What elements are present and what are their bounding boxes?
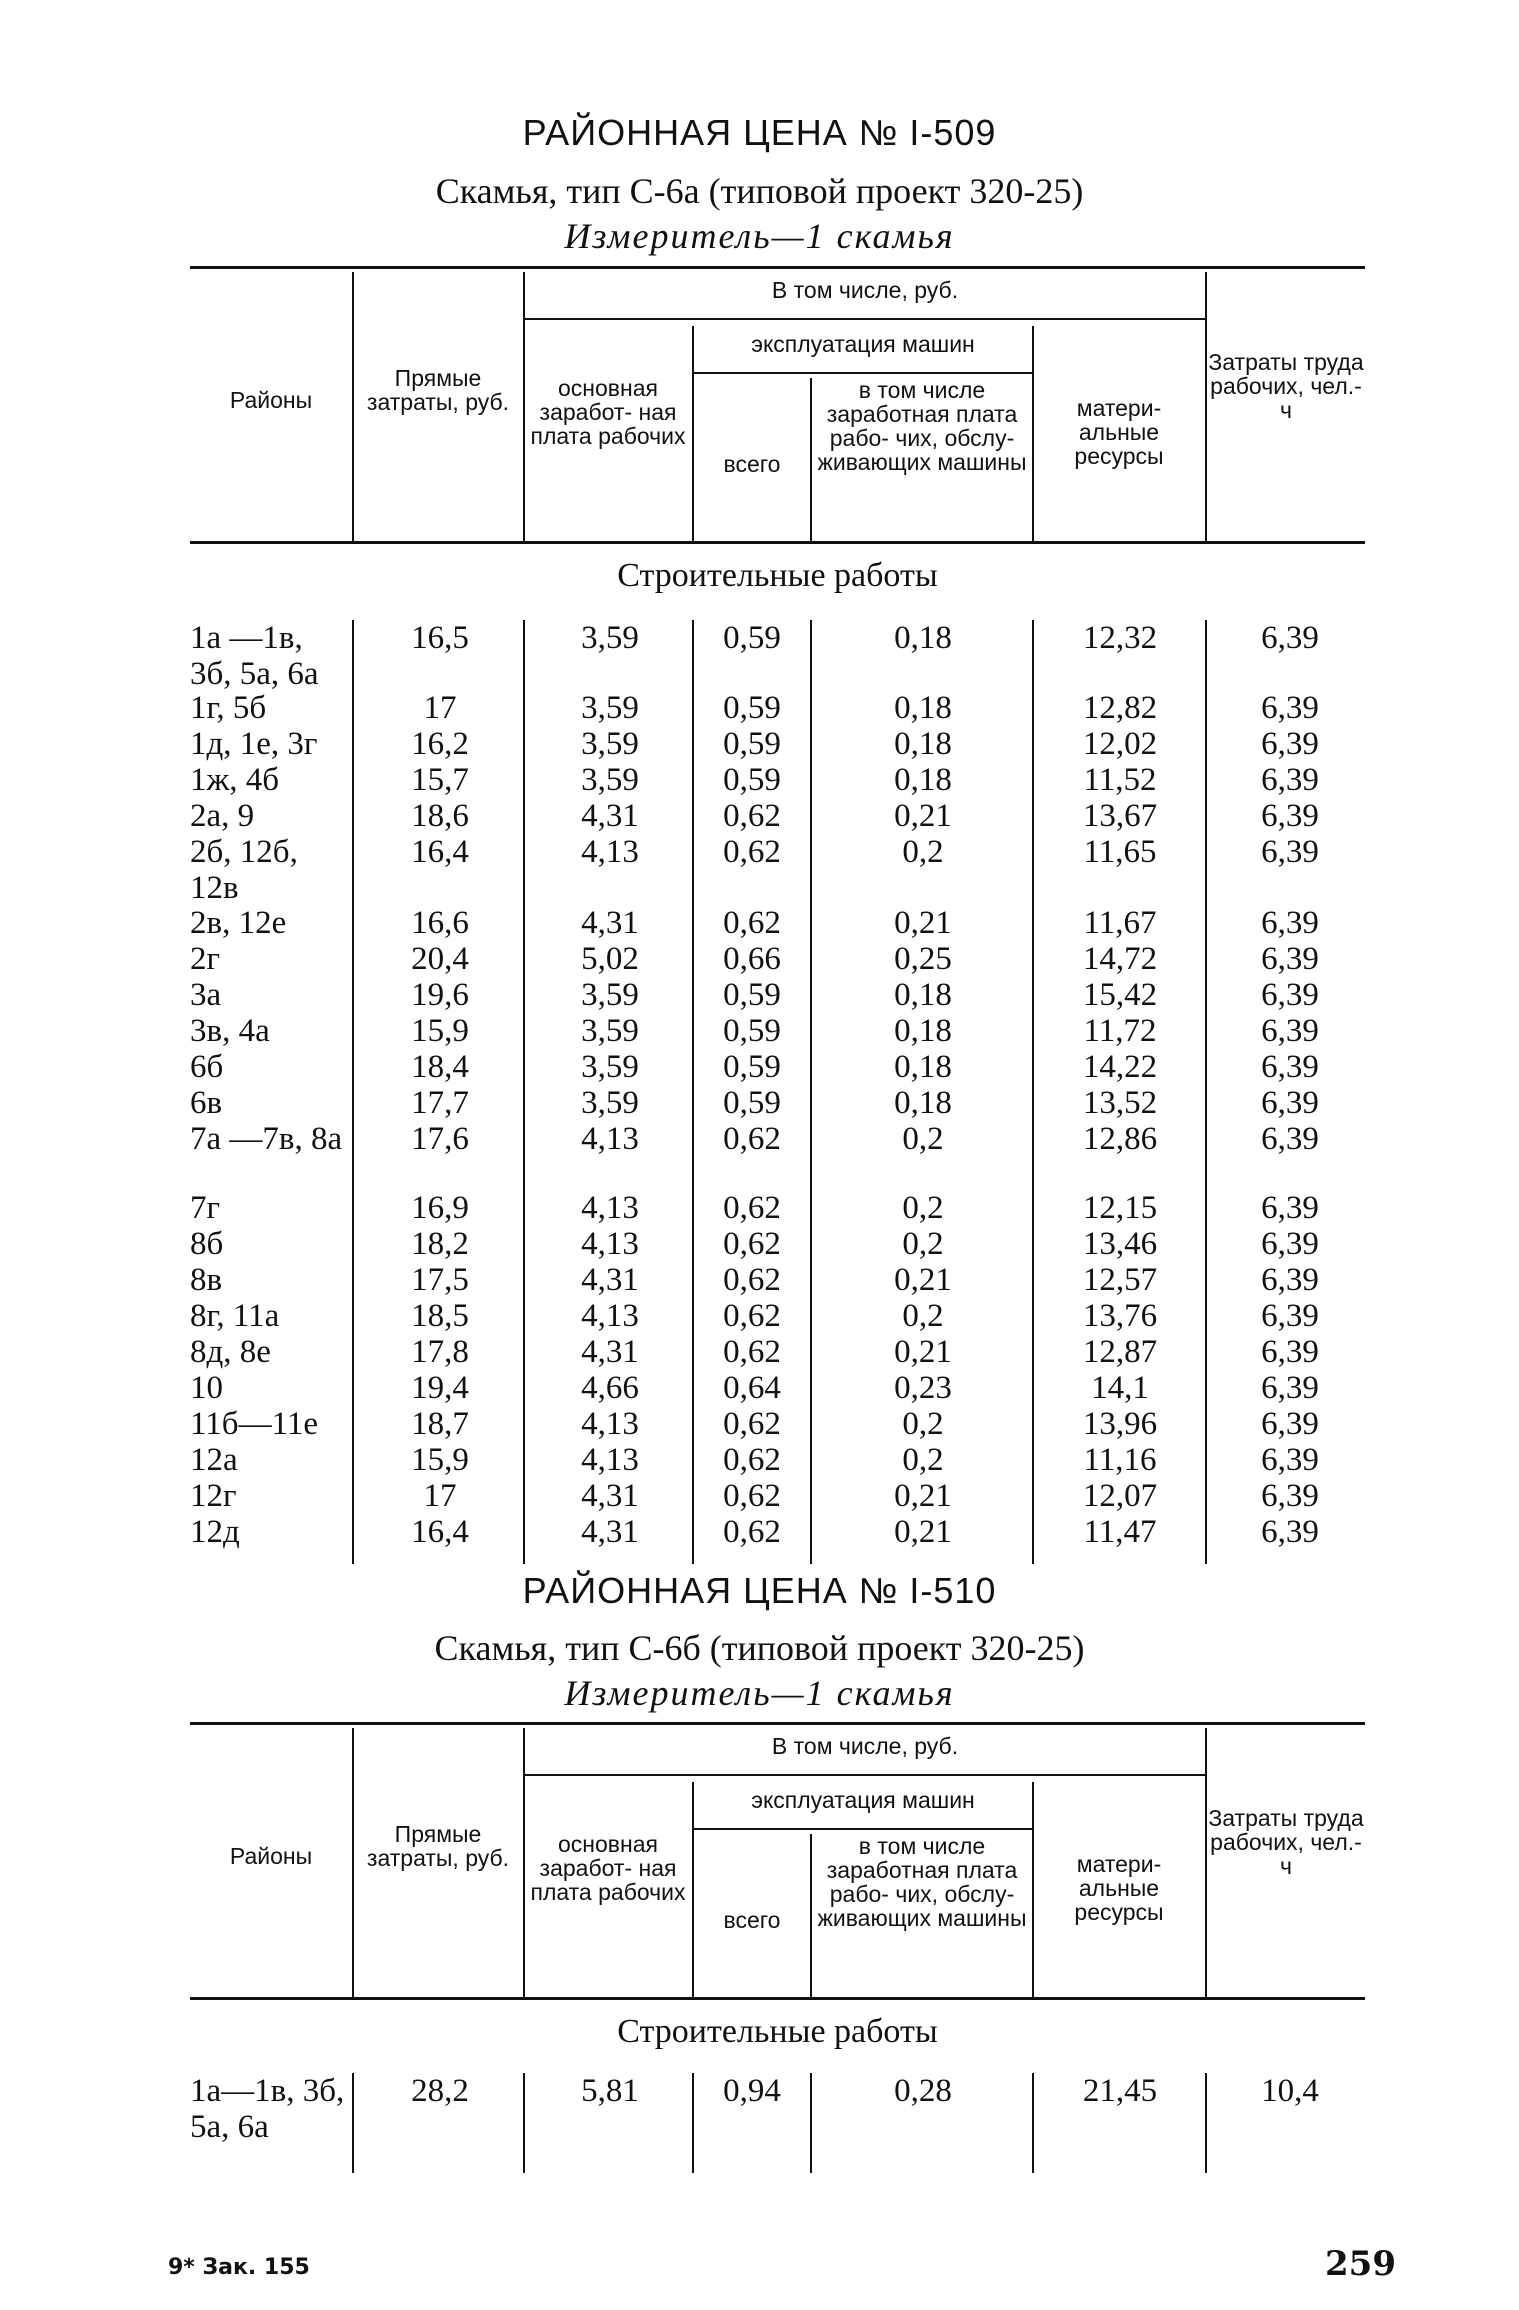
- cell-base-wage: 4,31: [581, 1334, 639, 1370]
- subheader-rule-machines: [692, 372, 1032, 374]
- cell-district: 1д, 1е, 3г: [190, 726, 318, 762]
- cell-district: 8в: [190, 1262, 223, 1298]
- cell-direct-costs: 18,6: [411, 798, 469, 834]
- cell-direct-costs: 16,9: [411, 1190, 469, 1226]
- body-column-rule: [1205, 620, 1207, 1564]
- section-construction-works: Строительные работы: [617, 557, 938, 594]
- cell-labor-costs: 6,39: [1261, 834, 1319, 870]
- cell-direct-costs: 18,2: [411, 1226, 469, 1262]
- header-machines-total: всего: [723, 1907, 781, 1933]
- cell-materials: 14,22: [1082, 1049, 1158, 1085]
- cell-machine-wage: 0,2: [902, 1226, 944, 1262]
- cell-labor-costs: 10,4: [1261, 2073, 1319, 2109]
- section-construction-works: Строительные работы: [617, 2013, 938, 2050]
- header-districts: Районы: [229, 387, 313, 413]
- cell-base-wage: 3,59: [581, 690, 639, 726]
- cell-direct-costs: 17,8: [411, 1334, 469, 1370]
- cell-base-wage: 3,59: [581, 726, 639, 762]
- cell-district: 10: [190, 1370, 223, 1406]
- cell-materials: 13,76: [1082, 1298, 1158, 1334]
- cell-materials: 14,1: [1091, 1370, 1149, 1406]
- cell-district: 12г: [190, 1478, 237, 1514]
- cell-base-wage: 4,31: [581, 798, 639, 834]
- table-header-rule: [190, 1997, 1365, 2000]
- subheader-rule-incl: [523, 318, 1205, 320]
- cell-materials: 12,15: [1082, 1190, 1158, 1226]
- cell-machine-wage: 0,18: [894, 690, 952, 726]
- cell-district: 12а: [190, 1442, 238, 1478]
- cell-base-wage: 4,13: [581, 1121, 639, 1157]
- header-base-wage: основная заработ- ная плата рабочих: [530, 1831, 686, 1905]
- cell-labor-costs: 6,39: [1261, 1334, 1319, 1370]
- cell-base-wage: 4,13: [581, 1442, 639, 1478]
- subheader-rule-machines: [692, 1828, 1032, 1830]
- cell-machines-total: 0,62: [723, 1514, 781, 1550]
- cell-machine-wage: 0,21: [894, 1514, 952, 1550]
- cell-materials: 11,65: [1083, 834, 1157, 870]
- cell-labor-costs: 6,39: [1261, 1049, 1319, 1085]
- price-subtitle: Скамья, тип С-6б (типовой проект 320-25): [434, 1628, 1085, 1668]
- cell-machines-total: 0,62: [723, 1298, 781, 1334]
- body-column-rule: [523, 2073, 525, 2173]
- header-machine-wage: в том числе заработная плата рабо- чих, обслу- живающих машины: [817, 377, 1027, 475]
- cell-machine-wage: 0,28: [894, 2073, 952, 2109]
- cell-base-wage: 3,59: [581, 977, 639, 1013]
- cell-direct-costs: 20,4: [411, 941, 469, 977]
- cell-district: 7а —7в, 8а: [190, 1121, 343, 1157]
- cell-machine-wage: 0,2: [902, 1298, 944, 1334]
- cell-district: 3в, 4а: [190, 1013, 270, 1049]
- cell-machines-total: 0,94: [723, 2073, 781, 2109]
- cell-machine-wage: 0,18: [894, 620, 952, 656]
- price-measure-unit: Измеритель—1 скамья: [564, 1673, 955, 1713]
- cell-labor-costs: 6,39: [1261, 905, 1319, 941]
- header-including: В том числе, руб.: [771, 1733, 959, 1759]
- cell-district: 3а: [190, 977, 222, 1013]
- cell-labor-costs: 6,39: [1261, 1121, 1319, 1157]
- cell-machines-total: 0,59: [723, 1049, 781, 1085]
- cell-machine-wage: 0,25: [894, 941, 952, 977]
- cell-district: 8г, 11а: [190, 1298, 280, 1334]
- cell-direct-costs: 28,2: [411, 2073, 469, 2109]
- cell-base-wage: 4,13: [581, 834, 639, 870]
- cell-direct-costs: 16,5: [411, 620, 469, 656]
- cell-labor-costs: 6,39: [1261, 1514, 1319, 1550]
- cell-labor-costs: 6,39: [1261, 1190, 1319, 1226]
- table-top-rule: [190, 266, 1365, 269]
- cell-machine-wage: 0,2: [902, 1190, 944, 1226]
- header-column-rule: [692, 326, 694, 541]
- body-column-rule: [352, 2073, 354, 2173]
- header-column-rule: [692, 1782, 694, 1997]
- cell-base-wage: 4,13: [581, 1190, 639, 1226]
- header-materials: матери- альные ресурсы: [1074, 1851, 1164, 1925]
- cell-machines-total: 0,62: [723, 905, 781, 941]
- cell-base-wage: 4,13: [581, 1406, 639, 1442]
- cell-direct-costs: 18,7: [411, 1406, 469, 1442]
- cell-base-wage: 4,13: [581, 1298, 639, 1334]
- cell-labor-costs: 6,39: [1261, 941, 1319, 977]
- header-machine-operation: эксплуатация машин: [751, 1787, 975, 1813]
- cell-labor-costs: 6,39: [1261, 762, 1319, 798]
- cell-base-wage: 4,31: [581, 1514, 639, 1550]
- header-direct-costs: Прямые затраты, руб.: [366, 365, 510, 415]
- cell-base-wage: 4,66: [581, 1370, 639, 1406]
- cell-direct-costs: 17,7: [411, 1085, 469, 1121]
- cell-base-wage: 3,59: [581, 1085, 639, 1121]
- cell-machines-total: 0,66: [723, 941, 781, 977]
- cell-labor-costs: 6,39: [1261, 798, 1319, 834]
- cell-materials: 11,16: [1083, 1442, 1157, 1478]
- cell-materials: 12,82: [1082, 690, 1158, 726]
- cell-machine-wage: 0,2: [902, 1121, 944, 1157]
- cell-direct-costs: 16,4: [411, 1514, 469, 1550]
- cell-district: 2г: [190, 941, 221, 977]
- cell-labor-costs: 6,39: [1261, 1226, 1319, 1262]
- table-header-rule: [190, 541, 1365, 544]
- cell-base-wage: 4,31: [581, 1262, 639, 1298]
- cell-district: 1а—1в, 3б, 5а, 6а: [190, 2073, 345, 2145]
- cell-machines-total: 0,62: [723, 1406, 781, 1442]
- cell-district: 8б: [190, 1226, 224, 1262]
- cell-labor-costs: 6,39: [1261, 1478, 1319, 1514]
- cell-direct-costs: 17,6: [411, 1121, 469, 1157]
- body-column-rule: [1032, 2073, 1034, 2173]
- cell-district: 11б—11е: [190, 1406, 318, 1442]
- cell-machine-wage: 0,2: [902, 1406, 944, 1442]
- cell-base-wage: 4,31: [581, 1478, 639, 1514]
- cell-machines-total: 0,64: [723, 1370, 781, 1406]
- cell-machines-total: 0,62: [723, 798, 781, 834]
- cell-materials: 11,52: [1083, 762, 1157, 798]
- cell-machines-total: 0,62: [723, 1190, 781, 1226]
- cell-district: 8д, 8е: [190, 1334, 271, 1370]
- cell-machine-wage: 0,21: [894, 905, 952, 941]
- page-number: 259: [1325, 2244, 1396, 2284]
- cell-materials: 14,72: [1082, 941, 1158, 977]
- cell-machines-total: 0,62: [723, 1121, 781, 1157]
- cell-materials: 13,67: [1082, 798, 1158, 834]
- cell-materials: 13,96: [1082, 1406, 1158, 1442]
- cell-machine-wage: 0,18: [894, 726, 952, 762]
- cell-machine-wage: 0,18: [894, 1085, 952, 1121]
- cell-materials: 15,42: [1082, 977, 1158, 1013]
- cell-base-wage: 5,02: [581, 941, 639, 977]
- body-column-rule: [1032, 620, 1034, 1564]
- cell-labor-costs: 6,39: [1261, 1370, 1319, 1406]
- cell-base-wage: 3,59: [581, 762, 639, 798]
- cell-machines-total: 0,59: [723, 620, 781, 656]
- cell-machines-total: 0,59: [723, 1013, 781, 1049]
- cell-district: 2а, 9: [190, 798, 255, 834]
- cell-base-wage: 3,59: [581, 1013, 639, 1049]
- cell-direct-costs: 18,4: [411, 1049, 469, 1085]
- cell-base-wage: 4,13: [581, 1226, 639, 1262]
- cell-materials: 12,57: [1082, 1262, 1158, 1298]
- body-column-rule: [523, 620, 525, 1564]
- cell-machines-total: 0,59: [723, 762, 781, 798]
- cell-machines-total: 0,62: [723, 834, 781, 870]
- body-column-rule: [352, 620, 354, 1564]
- cell-materials: 11,47: [1083, 1514, 1157, 1550]
- body-column-rule: [1205, 2073, 1207, 2173]
- cell-labor-costs: 6,39: [1261, 1298, 1319, 1334]
- cell-labor-costs: 6,39: [1261, 1085, 1319, 1121]
- header-machines-total: всего: [723, 451, 781, 477]
- header-labor-costs: Затраты труда рабочих, чел.-ч: [1208, 349, 1364, 423]
- header-districts: Районы: [229, 1843, 313, 1869]
- cell-materials: 12,02: [1082, 726, 1158, 762]
- cell-district: 6в: [190, 1085, 223, 1121]
- cell-materials: 21,45: [1082, 2073, 1158, 2109]
- cell-base-wage: 3,59: [581, 1049, 639, 1085]
- cell-base-wage: 4,31: [581, 905, 639, 941]
- cell-machines-total: 0,62: [723, 1334, 781, 1370]
- cell-direct-costs: 17: [423, 1478, 457, 1514]
- cell-labor-costs: 6,39: [1261, 1442, 1319, 1478]
- subheader-rule-incl: [523, 1774, 1205, 1776]
- cell-district: 7г: [190, 1190, 221, 1226]
- price-title: РАЙОННАЯ ЦЕНА № I-510: [522, 1570, 997, 1611]
- price-measure-unit: Измеритель—1 скамья: [564, 216, 955, 256]
- cell-direct-costs: 16,2: [411, 726, 469, 762]
- cell-machine-wage: 0,18: [894, 762, 952, 798]
- cell-labor-costs: 6,39: [1261, 977, 1319, 1013]
- cell-machine-wage: 0,21: [894, 1334, 952, 1370]
- cell-direct-costs: 19,6: [411, 977, 469, 1013]
- header-machine-wage: в том числе заработная плата рабо- чих, обслу- живающих машины: [817, 1833, 1027, 1931]
- cell-machines-total: 0,59: [723, 726, 781, 762]
- cell-materials: 12,07: [1082, 1478, 1158, 1514]
- cell-labor-costs: 6,39: [1261, 1406, 1319, 1442]
- cell-materials: 12,86: [1082, 1121, 1158, 1157]
- footer-order-note: 9* Зак. 155: [168, 2255, 310, 2280]
- cell-materials: 13,46: [1082, 1226, 1158, 1262]
- table-top-rule: [190, 1722, 1365, 1725]
- cell-machine-wage: 0,21: [894, 1262, 952, 1298]
- cell-machine-wage: 0,2: [902, 1442, 944, 1478]
- cell-district: 1ж, 4б: [190, 762, 280, 798]
- cell-machine-wage: 0,18: [894, 977, 952, 1013]
- cell-direct-costs: 17: [423, 690, 457, 726]
- cell-direct-costs: 17,5: [411, 1262, 469, 1298]
- cell-machines-total: 0,62: [723, 1262, 781, 1298]
- header-direct-costs: Прямые затраты, руб.: [366, 1821, 510, 1871]
- cell-machines-total: 0,59: [723, 1085, 781, 1121]
- header-base-wage: основная заработ- ная плата рабочих: [530, 375, 686, 449]
- cell-machines-total: 0,59: [723, 977, 781, 1013]
- cell-labor-costs: 6,39: [1261, 690, 1319, 726]
- cell-machine-wage: 0,18: [894, 1049, 952, 1085]
- cell-direct-costs: 16,6: [411, 905, 469, 941]
- price-subtitle: Скамья, тип С-6а (типовой проект 320-25): [435, 171, 1084, 211]
- cell-district: 1а —1в, 3б, 5а, 6а: [190, 620, 319, 692]
- cell-labor-costs: 6,39: [1261, 1262, 1319, 1298]
- header-including: В том числе, руб.: [771, 277, 959, 303]
- cell-materials: 11,72: [1083, 1013, 1157, 1049]
- cell-machines-total: 0,62: [723, 1226, 781, 1262]
- cell-machine-wage: 0,2: [902, 834, 944, 870]
- cell-direct-costs: 15,9: [411, 1442, 469, 1478]
- cell-district: 2б, 12б, 12в: [190, 834, 298, 906]
- cell-machine-wage: 0,23: [894, 1370, 952, 1406]
- cell-machines-total: 0,59: [723, 690, 781, 726]
- cell-machine-wage: 0,21: [894, 798, 952, 834]
- cell-direct-costs: 15,9: [411, 1013, 469, 1049]
- cell-base-wage: 3,59: [581, 620, 639, 656]
- cell-materials: 12,87: [1082, 1334, 1158, 1370]
- cell-direct-costs: 16,4: [411, 834, 469, 870]
- header-materials: матери- альные ресурсы: [1074, 395, 1164, 469]
- cell-direct-costs: 19,4: [411, 1370, 469, 1406]
- price-title: РАЙОННАЯ ЦЕНА № I-509: [522, 112, 997, 153]
- cell-materials: 11,67: [1083, 905, 1157, 941]
- cell-labor-costs: 6,39: [1261, 1013, 1319, 1049]
- cell-direct-costs: 15,7: [411, 762, 469, 798]
- cell-machine-wage: 0,18: [894, 1013, 952, 1049]
- cell-materials: 12,32: [1082, 620, 1158, 656]
- cell-district: 2в, 12е: [190, 905, 287, 941]
- cell-machines-total: 0,62: [723, 1478, 781, 1514]
- cell-district: 1г, 5б: [190, 690, 267, 726]
- cell-direct-costs: 18,5: [411, 1298, 469, 1334]
- cell-base-wage: 5,81: [581, 2073, 639, 2109]
- cell-district: 12д: [190, 1514, 240, 1550]
- cell-machine-wage: 0,21: [894, 1478, 952, 1514]
- cell-labor-costs: 6,39: [1261, 620, 1319, 656]
- header-labor-costs: Затраты труда рабочих, чел.-ч: [1208, 1805, 1364, 1879]
- cell-labor-costs: 6,39: [1261, 726, 1319, 762]
- cell-materials: 13,52: [1082, 1085, 1158, 1121]
- cell-district: 6б: [190, 1049, 224, 1085]
- header-machine-operation: эксплуатация машин: [751, 331, 975, 357]
- cell-machines-total: 0,62: [723, 1442, 781, 1478]
